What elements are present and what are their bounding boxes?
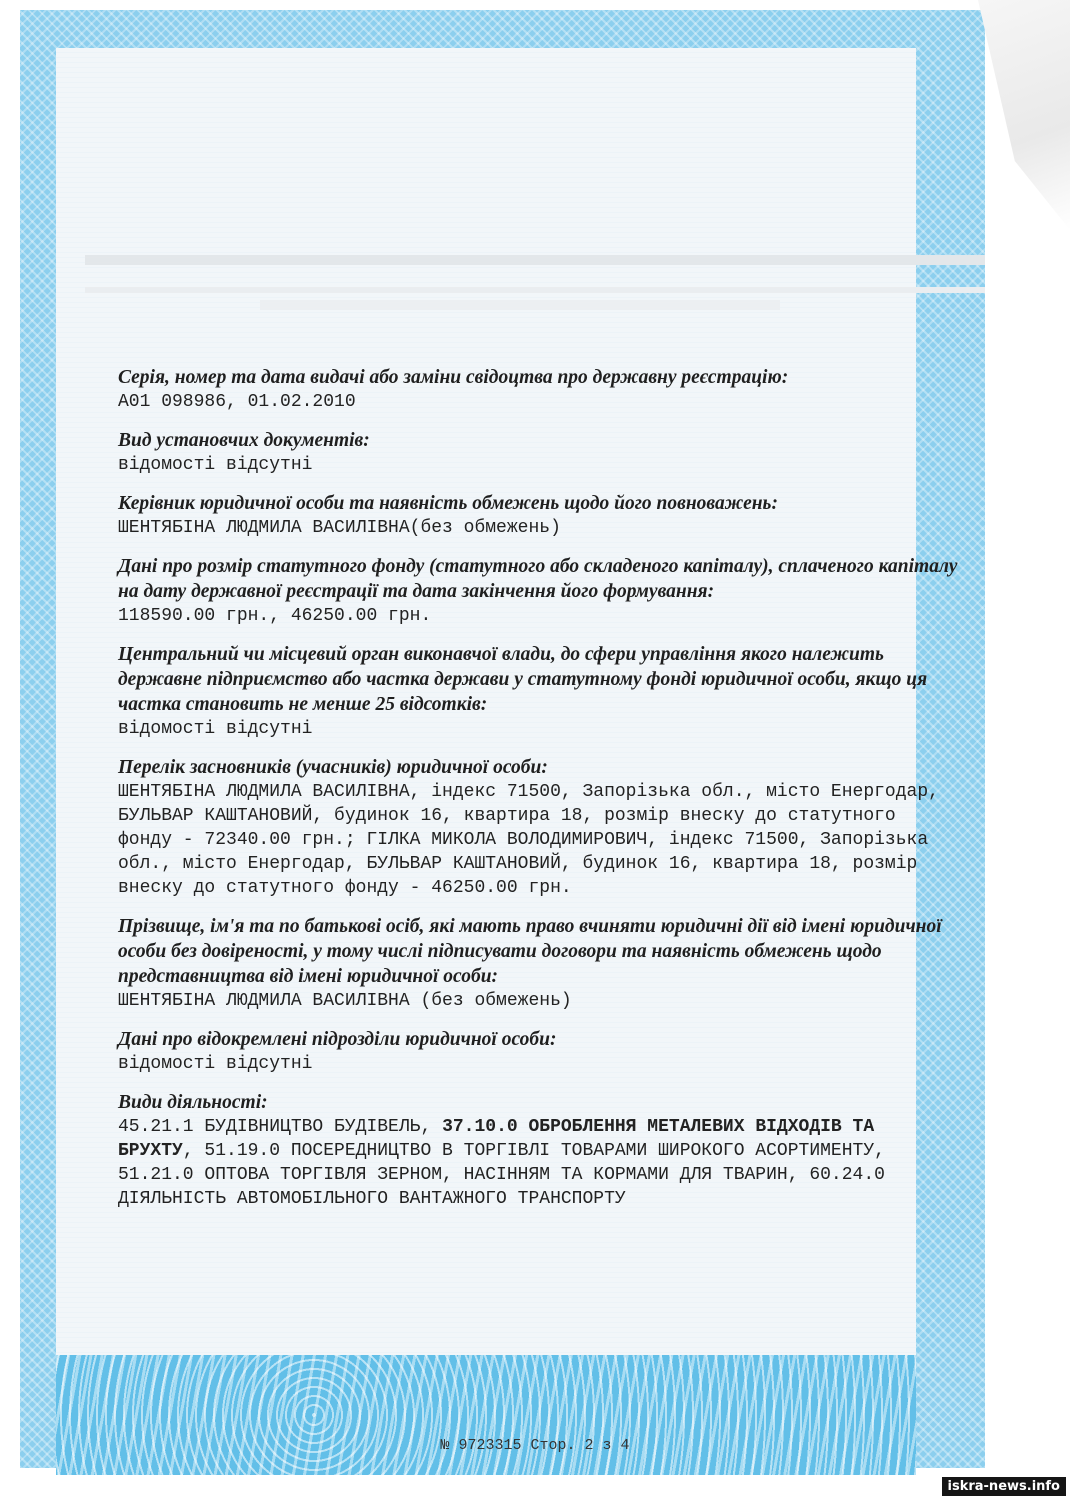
field-government-body <box>118 642 958 741</box>
decorative-wave-band <box>56 1355 916 1475</box>
field-label: Дані про відокремлені підрозділи юридичної особи: <box>118 1029 557 1050</box>
faded-subheader-background <box>260 300 780 310</box>
field-label: Дані про розмір статутного фонду (статутного або складеного капіталу), сплаченого капіталу на дату державної реєстрації та дата закінчення його формування: <box>118 556 958 602</box>
field-label: Центральний чи місцевий орган виконавчої влади, до сфери управління якого належить державне підприємство або частка держави у статутному фонді юридичної особи, якщо ця частка становить не менше 25 відсотків: <box>118 644 928 715</box>
activities-value <box>118 1115 958 1211</box>
field-certificate <box>118 365 958 414</box>
field-director <box>118 491 958 540</box>
field-value: відомості відсутні <box>118 719 313 739</box>
field-label: Серія, номер та дата видачі або заміни свідоцтва про державну реєстрацію: <box>118 367 789 388</box>
field-branches <box>118 1027 958 1076</box>
field-label: Перелік засновників (учасників) юридичної особи: <box>118 757 548 778</box>
document-content <box>118 365 958 1225</box>
activity-highlight: 37.10.0 ОБРОБЛЕННЯ МЕТАЛЕВИХ ВІДХОДІВ ТА БРУХТУ <box>118 1117 885 1161</box>
field-value: 118590.00 грн., 46250.00 грн. <box>118 606 432 626</box>
field-label: Прізвище, ім'я та по батькові осіб, які мають право вчиняти юридичні дії від імені юридичної особи без довіреності, у тому числі підписувати договори та наявність обмежень щодо представництва від імені юридичної особи: <box>118 916 942 987</box>
field-founding-documents <box>118 428 958 477</box>
field-label: Керівник юридичної особи та наявність обмежень щодо його повноважень: <box>118 493 778 514</box>
field-value: А01 098986, 01.02.2010 <box>118 392 356 412</box>
field-founders <box>118 755 958 900</box>
field-value: ШЕНТЯБІНА ЛЮДМИЛА ВАСИЛІВНА, індекс 71500, Запорізька обл., місто Енергодар, БУЛЬВАР КАШТАНОВИЙ, будинок 16, квартира 18, розмір внеску до статутного фонду - 72340.00 грн.; ГІЛКА МИКОЛА ВОЛОДИМИРОВИЧ, індекс 71500, Запорізька обл., місто Енергодар, БУЛЬВАР КАШТАНОВИЙ, будинок 16, квартира 18, розмір внеску до статутного фонду - 46250.00 грн. <box>118 782 950 898</box>
field-activities <box>118 1090 958 1211</box>
activity-text: , 51.19.0 ПОСЕРЕДНИЦТВО В ТОРГІВЛІ ТОВАРАМИ ШИРОКОГО АСОРТИМЕНТУ, 51.21.0 ОПТОВА ТОРГІВЛЯ ЗЕРНОМ, НАСІННЯМ ТА КОРМАМИ ДЛЯ ТВАРИН, 60.24.0 ДІЯЛЬНІСТЬ АВТОМОБІЛЬНОГО ВАНТАЖНОГО ТРАНСПОРТУ <box>118 1141 896 1209</box>
field-label: Вид установчих документів: <box>118 430 370 451</box>
field-value: ШЕНТЯБІНА ЛЮДМИЛА ВАСИЛІВНА (без обмежень) <box>118 991 572 1011</box>
field-label: Види діяльності: <box>118 1092 268 1113</box>
page-footer: № 9723315 Стор. 2 з 4 <box>440 1437 630 1454</box>
field-authorized-persons <box>118 914 958 1013</box>
faded-header-background <box>85 255 985 293</box>
field-value: відомості відсутні <box>118 455 313 475</box>
site-watermark: iskra-news.info <box>942 1477 1066 1496</box>
field-value: відомості відсутні <box>118 1054 313 1074</box>
activity-text: 45.21.1 БУДІВНИЦТВО БУДІВЕЛЬ, <box>118 1117 443 1137</box>
field-charter-capital <box>118 554 958 628</box>
field-value: ШЕНТЯБІНА ЛЮДМИЛА ВАСИЛІВНА(без обмежень) <box>118 518 561 538</box>
